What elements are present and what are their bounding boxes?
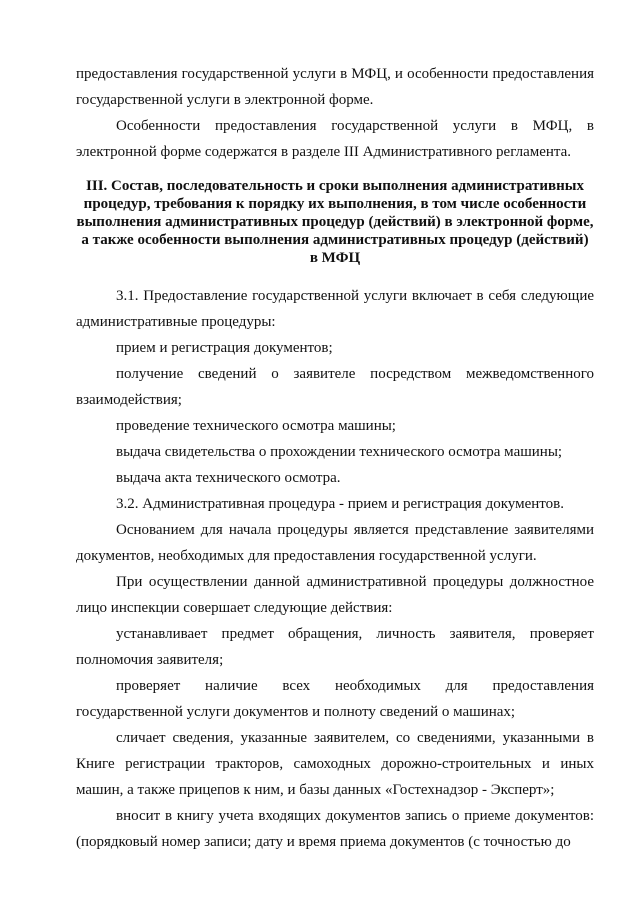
list-item-act: выдача акта технического осмотра. [116, 470, 341, 486]
paragraph-basis: Основанием для начала процедуры является представление заявителями документов, необходимых для предоставления государственной услуги. [76, 522, 594, 564]
paragraph-3-1: 3.1. Предоставление государственной услуги включает в себя следующие административные процедуры: [76, 288, 594, 330]
list-item-compares: сличает сведения, указанные заявителем, со сведениями, указанными в Книге регистрации тракторов, самоходных дорожно-строительных и иных машин, а также прицепов к ним, и базы данных «Гостехнадзор - Эксперт»; [76, 730, 594, 798]
list-item-inspection: проведение технического осмотра машины; [116, 418, 396, 434]
paragraph-3-2: 3.2. Административная процедура - прием и регистрация документов. [116, 496, 564, 512]
paragraph-actions: При осуществлении данной административной процедуры должностное лицо инспекции совершает следующие действия: [76, 574, 594, 616]
paragraph-continuation: предоставления государственной услуги в МФЦ, и особенности предоставления государственной услуги в электронной форме. [76, 66, 594, 108]
list-item-certificate: выдача свидетельства о прохождении технического осмотра машины; [116, 444, 563, 460]
list-item-establishes: устанавливает предмет обращения, личность заявителя, проверяет полномочия заявителя; [76, 626, 594, 668]
list-item-interagency: получение сведений о заявителе посредством межведомственного взаимодействия; [76, 366, 594, 408]
paragraph-mfc-features: Особенности предоставления государственной услуги в МФЦ, в электронной форме содержатся в разделе III Административного регламента. [76, 118, 594, 160]
list-item-records: вносит в книгу учета входящих документов запись о приеме документов: (порядковый номер записи; дату и время приема документов (с точностью до [76, 808, 594, 850]
list-item-checks: проверяет наличие всех необходимых для предоставления государственной услуги документов и полноту сведений о машинах; [76, 678, 594, 720]
list-item-reception: прием и регистрация документов; [116, 340, 333, 356]
section-heading: III. Состав, последовательность и сроки выполнения административных процедур, требования к порядку их выполнения, в том числе особенности выполнения административных процедур (действий) в электронной форме, а также особенности выполнения административных процедур (действий) в МФЦ [76, 178, 594, 266]
